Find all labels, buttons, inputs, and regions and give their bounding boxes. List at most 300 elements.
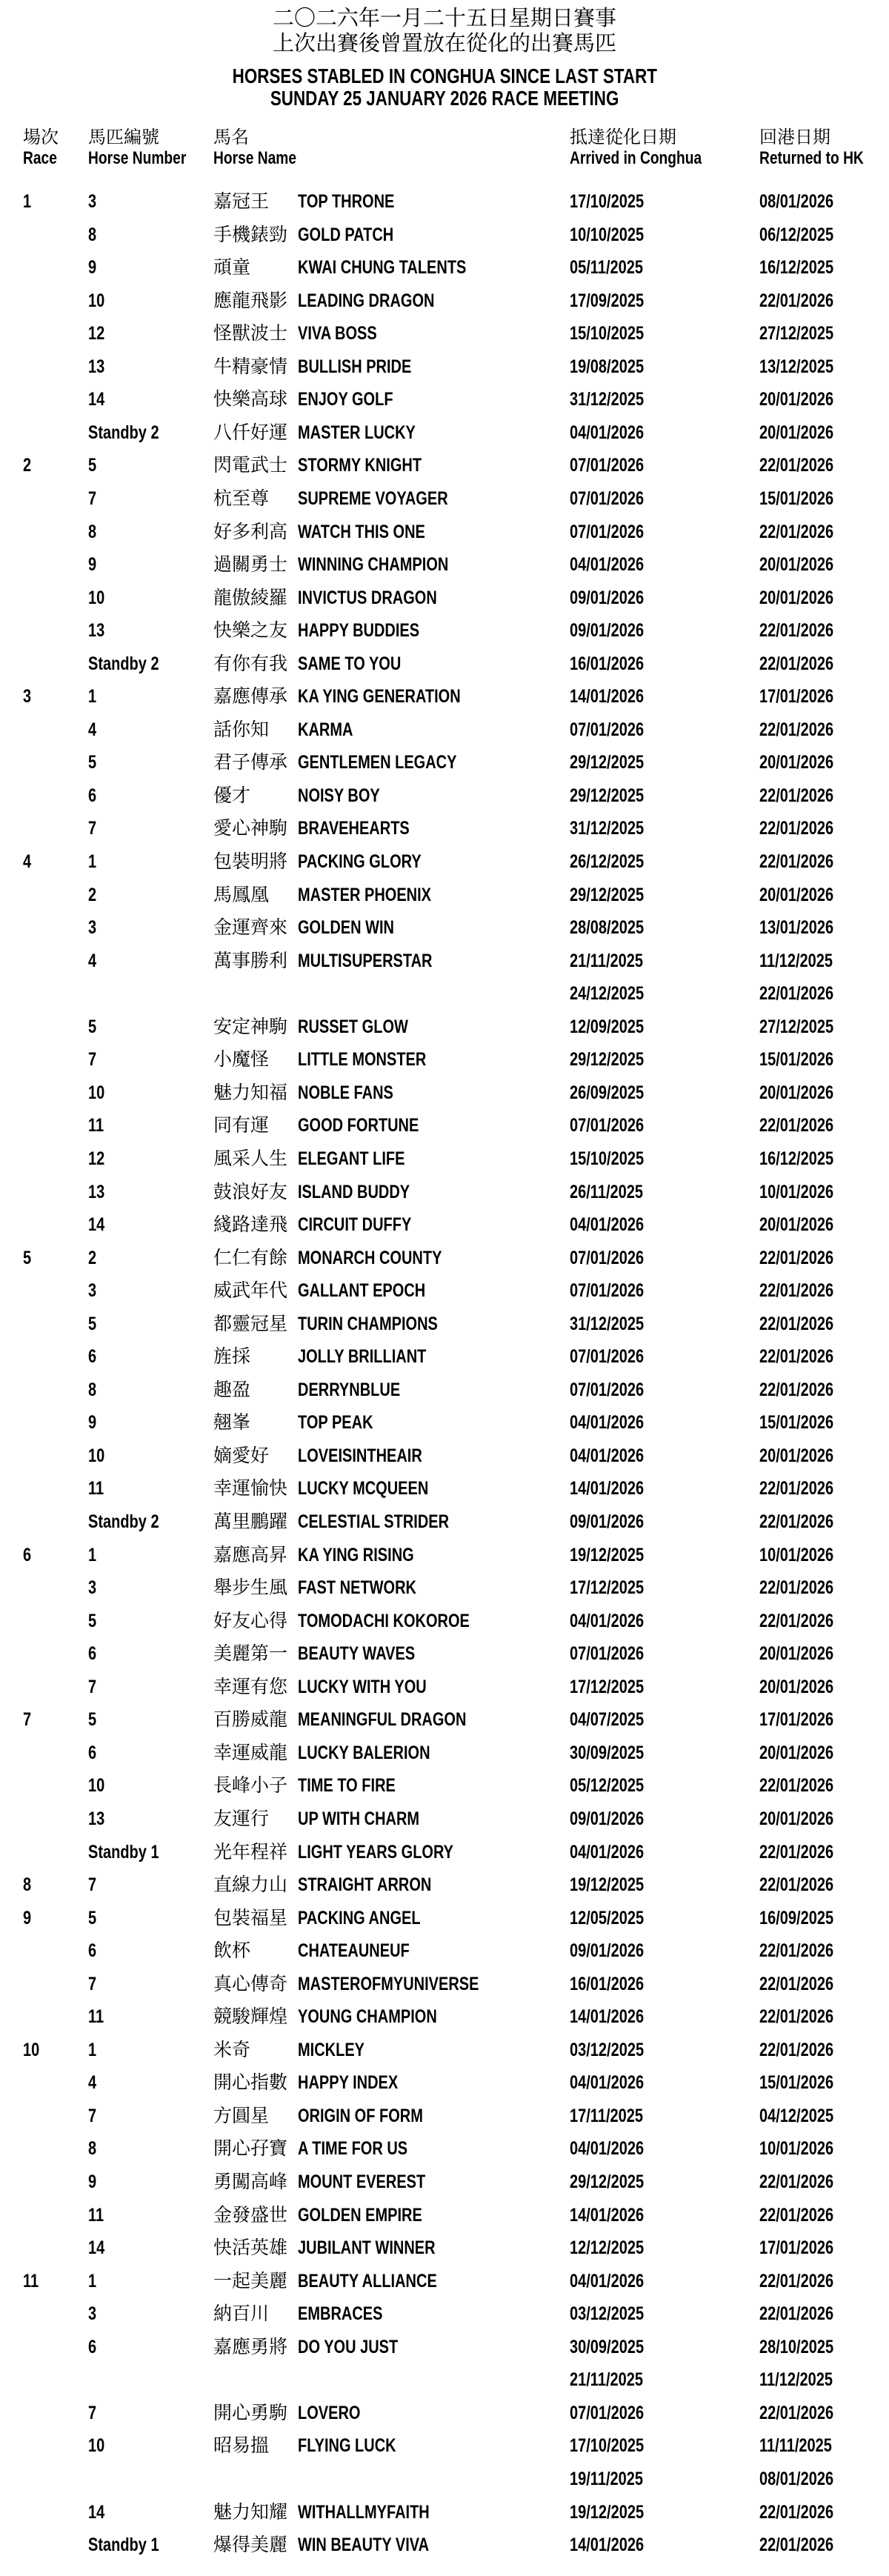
table-row [0,185,889,218]
returned-date [759,1076,852,1109]
horse-number [88,713,99,746]
horse-name-zh [213,746,287,779]
horse-name-en-text: PACKING GLORY [298,851,422,872]
returned-date [759,1472,852,1505]
table-row [0,945,889,977]
horse-name-en-text: ISLAND BUDDY [298,1181,410,1202]
returned-date-text: 15/01/2026 [759,1049,834,1071]
horse-name-zh [213,1803,269,1835]
arrived-date-text: 15/10/2025 [570,323,645,345]
arrived-date [570,1671,662,1703]
arrived-date-text: 07/01/2026 [570,487,645,509]
horse-number-text: 6 [88,1742,97,1763]
returned-date [759,2463,852,2495]
returned-date-text: 22/01/2026 [759,2535,834,2556]
arrived-date-text: 07/01/2026 [570,2402,645,2423]
horse-name-en [298,1308,473,1340]
horse-name-zh [213,185,269,218]
horse-number [88,2397,99,2429]
returned-date [759,1968,852,2000]
arrived-date [570,1043,662,1076]
arrived-date [570,416,662,449]
horse-number [88,845,99,878]
horse-name-en-text: LOVEISINTHEAIR [298,1445,422,1466]
horse-number [88,911,99,944]
horse-name-en-text: FLYING LUCK [298,2435,396,2457]
horse-name-en [298,911,419,944]
horse-number-text: 5 [88,1016,97,1037]
horse-number [88,1011,99,1043]
horse-name-zh-text: 快樂高球 [213,389,288,410]
arrived-date-text: 03/12/2025 [570,2303,645,2325]
arrived-date-text: 09/01/2026 [570,1940,645,1962]
horse-number-text: 9 [88,1412,97,1434]
arrived-date-text: 04/01/2026 [570,1214,645,1236]
table-row [0,317,889,350]
horse-name-en [298,2066,423,2099]
horse-name-zh [213,449,287,482]
horse-name-en-text: RUSSET GLOW [298,1016,408,1037]
horse-number [88,1076,109,1109]
header-number-zh: 馬匹編號 [88,127,159,147]
horse-name-en [298,1968,525,2000]
horse-name-en [298,2265,472,2297]
horse-name-en [298,2166,457,2198]
arrived-date-text: 26/09/2025 [570,1082,645,1103]
horse-name-zh-text: 舉步生風 [213,1577,288,1599]
horse-name-en-text: A TIME FOR US [298,2138,408,2160]
horse-name-zh-text: 競駿輝煌 [213,2006,288,2028]
horse-name-en [298,2100,454,2132]
horse-name-en-text: GOLD PATCH [298,224,394,245]
returned-date-text: 20/01/2026 [759,1643,834,1665]
horse-number-text: 13 [88,356,105,377]
horse-number-text: 7 [88,1973,97,1994]
table-row [0,680,889,713]
horse-name-zh [213,879,269,911]
table-row [0,1208,889,1241]
horse-name-en [298,713,367,746]
horse-name-zh [213,2100,269,2132]
horse-number [88,1208,109,1241]
horse-number [88,812,99,845]
horse-name-en [298,1176,438,1208]
returned-date [759,350,852,383]
horse-name-en-text: STORMY KNIGHT [298,455,422,476]
horse-name-en [298,1637,444,1670]
returned-date [759,2000,852,2033]
horse-name-en-text: KWAI CHUNG TALENTS [298,257,467,279]
horse-name-en [298,2297,404,2330]
arrived-date-text: 24/12/2025 [570,983,645,1005]
race-number [23,845,33,878]
horse-name-zh-text: 魅力知耀 [213,2501,288,2523]
horse-number-text: 7 [88,487,97,509]
horse-name-en [298,845,452,878]
arrived-date [570,1374,662,1406]
horse-number-text: 10 [88,1775,105,1797]
horse-name-zh-text: 方圓星 [213,2105,270,2126]
table-row [0,2100,889,2132]
horse-name-en-text: UP WITH CHARM [298,1808,420,1829]
horse-number-text: 10 [88,2435,105,2457]
horse-number-text: 4 [88,950,97,971]
horse-number [88,648,176,680]
horse-name-en-text: CHATEAUNEUF [298,1940,410,1962]
horse-name-en-text: LUCKY BALERION [298,1742,430,1763]
arrived-date [570,1109,662,1142]
horse-number [88,1571,99,1604]
table-row [0,219,889,251]
header-name-zh: 馬名 [213,127,249,147]
race-number-text: 8 [23,1874,32,1896]
horse-number-text: 10 [88,1445,105,1466]
race-number [23,680,33,713]
horse-name-zh-text: 一起美麗 [213,2270,288,2292]
race-number-text: 2 [23,455,32,476]
table-row-additional-stay [0,977,889,1010]
returned-date [759,614,852,647]
title-en-line1 [0,64,889,88]
returned-date-text: 22/01/2026 [759,1577,834,1599]
horse-number [88,1043,99,1076]
horse-name-en [298,1571,446,1604]
horse-name-zh [213,779,250,812]
horse-name-zh [213,1605,287,1637]
table-row [0,2166,889,2198]
horse-number [88,1505,176,1538]
race-number [23,1703,33,1736]
horse-name-zh-text: 金發盛世 [213,2204,288,2226]
horse-number [88,1374,99,1406]
table-row [0,2199,889,2231]
returned-date-text: 22/01/2026 [759,1313,834,1334]
arrived-date [570,2166,662,2198]
horse-number-text: 8 [88,2138,97,2160]
horse-name-en-text: MASTEROFMYUNIVERSE [298,1973,479,1994]
horse-name-en-text: BEAUTY WAVES [298,1643,416,1665]
race-number-text: 4 [23,851,32,872]
race-number-text: 3 [23,686,32,708]
header-number [88,127,210,169]
arrived-date-text: 26/11/2025 [570,1181,643,1202]
arrived-date [570,1472,662,1505]
horse-name-en-text: WATCH THIS ONE [298,521,425,542]
returned-date-text: 22/01/2026 [759,851,834,872]
table-row [0,1076,889,1109]
returned-date-text: 22/01/2026 [759,2303,834,2325]
arrived-date-text: 19/08/2025 [570,356,645,377]
header-arrived-zh: 抵達從化日期 [570,127,676,147]
arrived-date-text: 15/10/2025 [570,1148,645,1169]
horse-name-en [298,482,485,515]
returned-date-text: 20/01/2026 [759,884,834,905]
horse-name-en-text: KA YING RISING [298,1544,414,1565]
arrived-date [570,1703,662,1736]
returned-date-text: 15/01/2026 [759,1412,834,1434]
horse-name-en-text: JUBILANT WINNER [298,2237,436,2259]
horse-name-zh-text: 嘉應高昇 [213,1544,288,1565]
horse-number [88,1671,99,1703]
horse-name-zh [213,2066,287,2099]
arrived-date [570,648,662,680]
returned-date [759,1109,852,1142]
horse-name-en-text: SAME TO YOU [298,653,402,674]
race-number [23,1868,33,1901]
horse-name-en-text: DERRYNBLUE [298,1379,401,1400]
arrived-date-text: 28/08/2025 [570,917,645,939]
table-row [0,1043,889,1076]
returned-date-text: 22/01/2026 [759,818,834,839]
returned-date-text: 22/01/2026 [759,1775,834,1797]
title-en-line1-text: HORSES STABLED IN CONGHUA SINCE LAST START [232,64,657,87]
arrived-date [570,1836,662,1868]
arrived-date-text: 19/12/2025 [570,1874,645,1896]
arrived-date-text: 04/01/2026 [570,1445,645,1466]
arrived-date-text: 30/09/2025 [570,1742,645,1763]
horse-name-zh [213,2231,287,2264]
horse-number [88,1340,99,1373]
arrived-date [570,2265,662,2297]
horse-name-zh-text: 萬事勝利 [213,950,288,971]
horse-number [88,1539,99,1571]
horse-name-en [298,1703,508,1736]
arrived-date [570,879,662,911]
horse-name-en [298,2034,382,2066]
arrived-date-text: 29/12/2025 [570,785,645,806]
horse-name-en [298,648,427,680]
returned-date-text: 20/01/2026 [759,554,834,576]
horse-name-zh [213,1505,287,1538]
arrived-date [570,1968,662,2000]
header-race-en: Race [23,148,57,168]
header-returned [759,127,889,169]
race-number [23,2265,42,2297]
horse-number-text: 7 [88,2105,97,2126]
horse-number-text: 10 [88,587,105,608]
returned-date [759,1274,852,1307]
horse-name-en-text: CIRCUIT DUFFY [298,1214,412,1236]
arrived-date [570,548,662,581]
arrived-date-text: 07/01/2026 [570,1643,645,1665]
horse-name-en [298,2000,472,2033]
horse-name-en-text: MOUNT EVEREST [298,2171,426,2192]
arrived-date [570,219,662,251]
horse-name-zh [213,1836,287,1868]
horse-number [88,516,99,548]
arrived-date [570,449,662,482]
horse-name-zh [213,1043,269,1076]
header-name-en: Horse Name [213,148,297,168]
horse-number-text: 7 [88,818,97,839]
table-row [0,251,889,284]
returned-date-text: 22/01/2026 [759,653,834,674]
horse-name-zh [213,2166,287,2198]
horse-number-text: 12 [88,323,105,345]
horse-name-en-text: VIVA BOSS [298,323,377,345]
arrived-date-text: 09/01/2026 [570,1511,645,1532]
table-row [0,1637,889,1670]
horse-name-en [298,1208,440,1241]
arrived-date [570,1571,662,1604]
arrived-date [570,383,662,416]
arrived-date [570,2363,662,2396]
table-row [0,2066,889,2099]
horse-name-en [298,2331,423,2363]
horse-number [88,1109,107,1142]
arrived-date [570,614,662,647]
horse-number [88,2297,99,2330]
returned-date [759,1505,852,1538]
horse-name-zh-text: 長峰小子 [213,1775,288,1797]
arrived-date [570,1803,662,1835]
horse-number [88,1769,109,1802]
horse-name-en-text: LIGHT YEARS GLORY [298,1841,454,1863]
table-row [0,383,889,416]
arrived-date-text: 04/01/2026 [570,2270,645,2292]
horse-number-text: 3 [88,2303,97,2325]
horse-name-zh-text: 快活英雄 [213,2237,288,2259]
arrived-date [570,582,662,614]
horse-name-en [298,219,418,251]
horse-number-text: 1 [88,851,97,872]
returned-date [759,1374,852,1406]
horse-name-zh-text: 風采人生 [213,1148,288,1169]
returned-date [759,2100,852,2132]
horse-number [88,746,99,779]
horse-name-zh-text: 包裝福星 [213,1907,288,1928]
horse-name-en [298,779,400,812]
horse-number [88,1142,109,1175]
horse-number-text: Standby 1 [88,1841,159,1863]
horse-name-zh-text: 魅力知福 [213,1082,288,1103]
horse-name-en [298,516,457,548]
horse-name-en-text: LOVERO [298,2402,361,2423]
returned-date [759,1868,852,1901]
horse-name-en [298,317,396,350]
returned-date [759,284,852,317]
horse-number [88,1637,99,1670]
horse-name-en-text: WINNING CHAMPION [298,554,449,576]
horse-number [88,2199,107,2231]
arrived-date-text: 14/01/2026 [570,2204,645,2226]
arrived-date [570,284,662,317]
horse-name-en-text: NOBLE FANS [298,1082,393,1103]
horse-number [88,449,99,482]
horse-name-zh [213,812,287,845]
horse-number [88,1968,99,2000]
horse-number-text: Standby 2 [88,1511,159,1532]
horse-name-en-text: DO YOU JUST [298,2336,399,2357]
returned-date-text: 22/01/2026 [759,2006,834,2028]
returned-date-text: 22/01/2026 [759,1511,834,1532]
horse-name-zh-text: 光年程祥 [213,1841,288,1863]
horse-number-text: 6 [88,785,97,806]
horse-number-text: 13 [88,620,105,642]
horse-name-en [298,350,440,383]
header-arrived-en: Arrived in Conghua [570,148,702,168]
horse-name-en [298,879,465,911]
horse-number-text: 14 [88,1214,105,1236]
horse-name-zh-text: 小魔怪 [213,1049,270,1071]
arrived-date [570,2066,662,2099]
horse-name-en [298,2496,462,2529]
horse-name-zh-text: 嘉應傳承 [213,686,288,708]
horse-number [88,1737,99,1769]
horse-name-en-text: BULLISH PRIDE [298,356,412,377]
horse-name-en-text: LUCKY MCQUEEN [298,1478,429,1500]
returned-date [759,2231,852,2264]
horse-name-en-text: GENTLEMEN LEGACY [298,752,457,773]
table-row [0,1472,889,1505]
arrived-date-text: 07/01/2026 [570,1115,645,1136]
table-row-additional-stay [0,2363,889,2396]
horse-name-en-text: WIN BEAUTY VIVA [298,2535,430,2556]
returned-date-text: 22/01/2026 [759,620,834,642]
horse-name-zh-text: 安定神駒 [213,1016,288,1037]
table-row [0,350,889,383]
arrived-date-text: 16/01/2026 [570,653,645,674]
table-row [0,284,889,317]
horse-name-zh [213,845,287,878]
returned-date-text: 22/01/2026 [759,2171,834,2192]
horse-number [88,383,109,416]
horse-name-zh [213,1076,287,1109]
returned-date [759,2132,852,2165]
horse-name-en [298,449,453,482]
horse-name-zh-text: 馬鳳凰 [213,884,270,905]
table-row [0,614,889,647]
horse-name-en [298,1803,450,1835]
horse-name-en-text: HAPPY INDEX [298,2072,399,2094]
horse-name-zh-text: 翹峯 [213,1412,251,1434]
horse-name-zh-text: 開心指數 [213,2072,288,2094]
horse-number-text: 11 [88,1478,104,1500]
horse-name-zh-text: 美麗第一 [213,1643,288,1665]
horse-name-en [298,2199,453,2231]
arrived-date-text: 17/12/2025 [570,1676,645,1697]
horse-name-zh-text: 納百川 [213,2303,270,2325]
returned-date-text: 22/01/2026 [759,2402,834,2423]
arrived-date-text: 04/01/2026 [570,1412,645,1434]
horse-number-text: 2 [88,884,97,905]
horse-name-zh [213,2297,269,2330]
horse-name-zh-text: 開心勇駒 [213,2402,288,2423]
returned-date [759,1142,852,1175]
returned-date-text: 11/12/2025 [759,950,833,971]
race-number [23,2034,44,2066]
table-row [0,1803,889,1835]
arrived-date [570,1406,662,1439]
horse-name-zh [213,1406,250,1439]
returned-date [759,516,852,548]
returned-date [759,2265,852,2297]
returned-date-text: 16/09/2025 [759,1907,834,1928]
horse-name-en [298,185,419,218]
horse-name-zh [213,1374,250,1406]
horse-number [88,2166,99,2198]
returned-date-text: 16/12/2025 [759,1148,834,1169]
arrived-date-text: 04/07/2025 [570,1709,645,1731]
returned-date-text: 22/01/2026 [759,290,834,311]
horse-name-zh [213,1109,269,1142]
arrived-date [570,2429,662,2462]
table-row [0,779,889,812]
returned-date-text: 20/01/2026 [759,587,834,608]
horse-number [88,416,176,449]
horse-number-text: 14 [88,389,105,410]
arrived-date-text: 30/09/2025 [570,2336,645,2357]
